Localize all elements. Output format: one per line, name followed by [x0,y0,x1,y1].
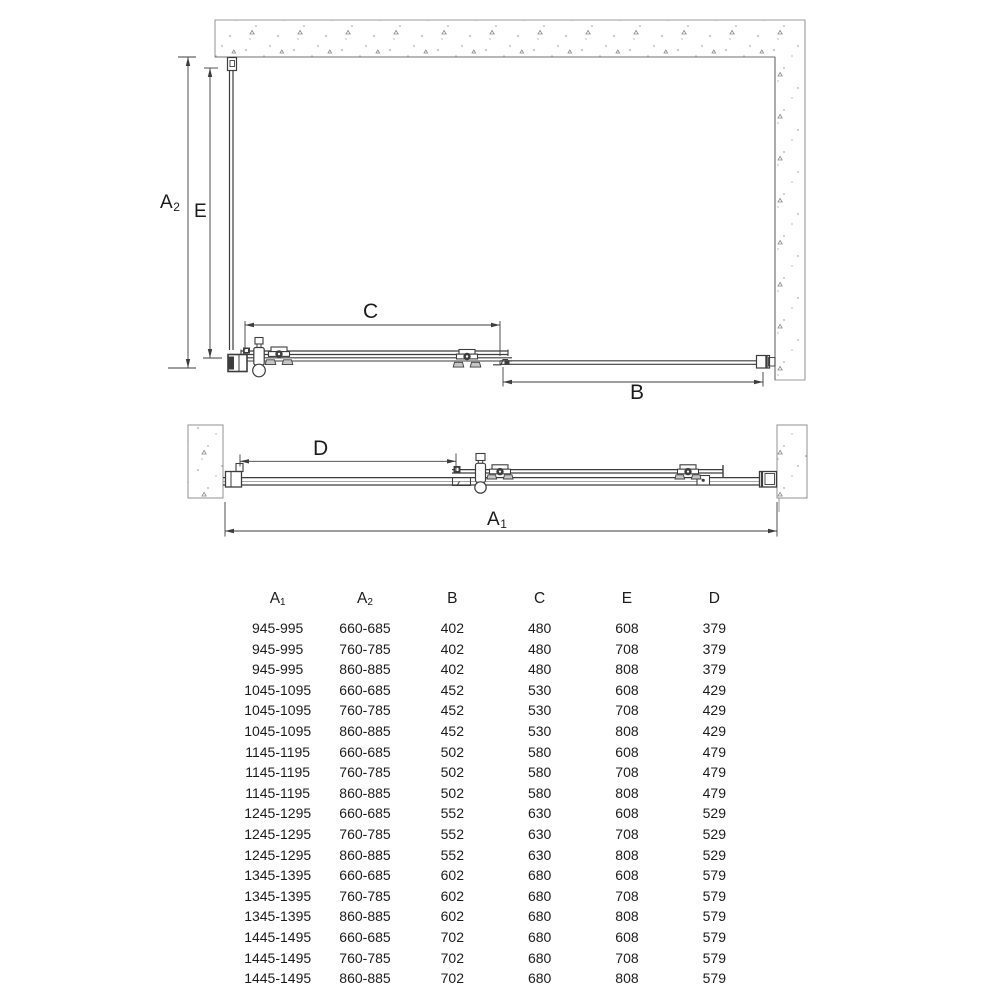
table-cell: 579 [702,949,726,966]
table-cell: 429 [702,722,726,739]
table-row [234,824,758,845]
table-cell: 708 [615,949,639,966]
table-cell: 552 [440,825,464,842]
table-cell: 660-685 [339,805,391,822]
table-cell: 580 [527,784,552,801]
table-cell: 579 [702,928,726,945]
table-cell: 860-885 [339,722,391,739]
table-row [234,886,758,907]
table-cell: 630 [527,805,552,822]
table-cell: 660-685 [339,867,391,884]
table-row [234,803,758,824]
table-cell: 502 [440,764,464,781]
table-cell: 529 [702,825,726,842]
table-header-a2: $A_2$ [357,590,373,608]
top-view-drawing [168,20,805,387]
table-cell: 808 [615,908,639,925]
table-cell: 660-685 [339,743,391,760]
dim-label-c: C [363,300,379,323]
table-cell: 860-885 [339,970,391,987]
table-cell: 579 [702,867,726,884]
table-body [234,618,758,989]
table-cell: 808 [615,846,639,863]
dim-label-e: E [194,201,208,222]
table-cell: 608 [615,681,639,698]
table-cell: 402 [440,661,464,678]
table-cell: 630 [527,846,552,863]
table-cell: 1245-1295 [244,805,312,822]
dim-label-a2: $A_2$ [160,192,181,214]
table-cell: 1245-1295 [244,846,312,863]
dimension-D [240,454,456,472]
table-row [234,906,758,927]
table-cell: 1445-1495 [244,949,312,966]
roller-front-2-icon [675,465,701,479]
table-cell: 680 [527,887,552,904]
table-cell: 1345-1395 [244,887,312,904]
table-row [234,659,758,680]
table-cell: 452 [440,722,464,739]
table-cell: 860-885 [339,908,391,925]
table-cell: 1445-1495 [244,970,312,987]
table-cell: 860-885 [339,661,391,678]
table-row [234,618,758,639]
table-header-a1: $A_1$ [269,590,286,608]
wall-right-block [777,425,807,498]
table-header-b: B [447,590,458,607]
roller-front-1-icon [487,465,513,479]
table-cell: 808 [615,784,639,801]
table-cell: 579 [702,908,726,925]
table-cell: 552 [440,846,464,863]
table-cell: 1145-1195 [245,784,311,801]
table-cell: 860-885 [339,846,391,863]
table-cell: 379 [702,640,726,657]
table-cell: 708 [615,764,639,781]
table-cell: 1245-1295 [244,825,312,842]
table-row [234,680,758,701]
table-cell: 702 [440,970,464,987]
table-cell: 552 [440,805,464,822]
side-glass-panel [228,58,237,351]
corner-post [228,355,247,372]
table-cell: 708 [615,640,639,657]
table-cell: 502 [440,784,464,801]
dim-label-b: B [630,381,645,404]
table-cell: 579 [702,970,726,987]
table-cell: 1345-1395 [244,867,312,884]
table-row [234,721,758,742]
door-handle-top-icon [253,338,266,377]
table-cell: 760-785 [339,949,391,966]
door-handle-front-icon [475,454,486,494]
table-header-e: E [621,590,633,607]
table-cell: 529 [702,805,726,822]
table-cell: 608 [615,867,639,884]
table-cell: 402 [440,640,464,657]
table-cell: 530 [527,722,552,739]
table-cell: 680 [527,908,552,925]
table-cell: 529 [702,846,726,863]
table-cell: 760-785 [339,764,391,781]
table-cell: 760-785 [339,640,391,657]
table-header-row [234,590,758,608]
table-cell: 1345-1395 [244,908,312,925]
table-cell: 602 [440,908,464,925]
table-cell: 602 [440,867,464,884]
table-cell: 1145-1195 [245,743,311,760]
dimensions-table [234,590,758,989]
table-cell: 808 [615,970,639,987]
table-cell: 945-995 [251,620,304,636]
table-cell: 608 [615,928,639,945]
table-cell: 452 [440,702,464,719]
roller-top-1-icon [265,347,293,365]
wall-left-block [188,425,223,498]
table-header-d: D [708,590,720,607]
table-row [234,783,758,804]
table-cell: 479 [702,743,726,760]
table-row [234,639,758,660]
table-cell: 708 [615,702,639,719]
table-cell: 630 [527,825,552,842]
table-cell: 760-785 [339,887,391,904]
table-header-c: C [534,590,546,607]
table-cell: 680 [527,867,552,884]
table-row [234,762,758,783]
table-cell: 1045-1095 [244,681,312,698]
table-cell: 1445-1495 [244,928,312,945]
table-cell: 860-885 [339,784,391,801]
table-cell: 808 [615,722,639,739]
table-cell: 480 [527,640,552,657]
table-cell: 708 [615,887,639,904]
table-cell: 702 [440,928,464,945]
table-cell: 429 [702,702,726,719]
table-cell: 660-685 [339,681,391,698]
roller-top-2-icon [453,350,481,368]
table-cell: 660-685 [339,620,391,636]
table-cell: 1045-1095 [244,702,312,719]
table-cell: 1145-1195 [245,764,311,781]
table-cell: 480 [527,620,552,636]
table-cell: 479 [702,784,726,801]
table-row [234,742,758,763]
table-cell: 808 [615,661,639,678]
table-row [234,968,758,989]
table-cell: 579 [702,887,726,904]
table-cell: 429 [702,681,726,698]
dim-label-d: D [313,437,329,460]
table-cell: 945-995 [251,640,304,657]
table-cell: 502 [440,743,464,760]
table-cell: 660-685 [339,928,391,945]
table-cell: 702 [440,949,464,966]
table-cell: 530 [527,702,552,719]
table-cell: 602 [440,887,464,904]
table-cell: 379 [702,620,726,636]
table-cell: 680 [527,949,552,966]
table-cell: 945-995 [251,661,304,678]
table-cell: 680 [527,928,552,945]
table-cell: 760-785 [339,702,391,719]
table-row [234,948,758,969]
table-cell: 580 [527,764,552,781]
table-row [234,865,758,886]
table-cell: 479 [702,764,726,781]
table-cell: 530 [527,681,552,698]
table-cell: 608 [615,743,639,760]
table-row [234,845,758,866]
table-cell: 708 [615,825,639,842]
table-cell: 760-785 [339,825,391,842]
table-row [234,700,758,721]
table-cell: 608 [615,805,639,822]
wall-top-right [215,20,805,380]
table-cell: 379 [702,661,726,678]
dim-label-a1: $A_1$ [487,509,508,531]
table-cell: 480 [527,661,552,678]
table-cell: 680 [527,970,552,987]
fixed-panel-top [500,356,775,369]
table-cell: 402 [440,620,464,636]
table-cell: 452 [440,681,464,698]
table-cell: 1045-1095 [244,722,312,739]
table-cell: 608 [615,620,639,636]
table-cell: 580 [527,743,552,760]
table-row [234,927,758,948]
